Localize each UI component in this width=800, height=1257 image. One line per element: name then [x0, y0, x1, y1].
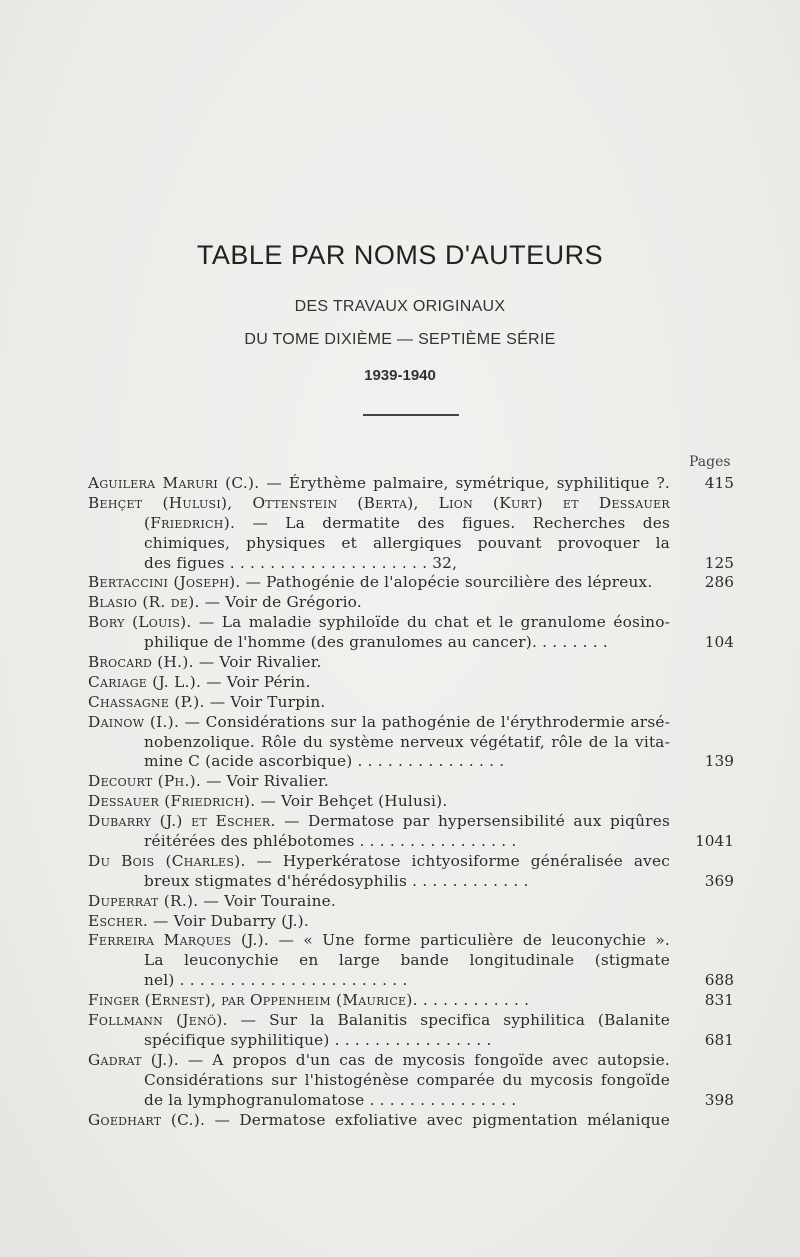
index-line	[88, 733, 734, 753]
index-line	[88, 613, 734, 633]
index-line	[88, 991, 734, 1011]
index-line	[88, 494, 734, 514]
author-name: Dessauer (Friedrich).	[88, 792, 256, 811]
author-name: Du Bois (Charles).	[88, 851, 246, 870]
index-line	[88, 693, 734, 713]
index-line	[88, 852, 734, 872]
title-divider	[363, 414, 459, 416]
author-name: Brocard (H.).	[88, 653, 194, 672]
page-number: 104	[704, 633, 734, 652]
entry-text: — « Une forme particulière de leuconychie ».	[269, 931, 670, 950]
entry-text: — La dermatite des figues. Recherches des	[252, 513, 670, 532]
index-line	[88, 474, 734, 494]
index-line	[88, 673, 734, 693]
author-name: Escher.	[88, 911, 148, 930]
author-name: Follmann (Jenö).	[88, 1011, 228, 1030]
page-number: 369	[704, 871, 734, 890]
entry-text: — La maladie syphiloïde du chat et le granulome éosino-	[191, 613, 671, 632]
page-number: 139	[704, 752, 734, 771]
page-number: 125	[704, 553, 734, 572]
index-line	[88, 832, 734, 852]
author-name: Ferreira Marques (J.).	[88, 931, 270, 950]
entry-text: — Voir Behçet (Hulusi).	[255, 792, 448, 811]
author-name: Goedhart (C.).	[88, 1110, 206, 1129]
index-line	[88, 1111, 734, 1131]
entry-text: chimiques, physiques et allergiques pouvant provoquer la	[144, 533, 670, 552]
entry-text: réitérées des phlébotomes . . . . . . . . . . . . . . . .	[144, 832, 517, 851]
author-index-list	[88, 474, 734, 1130]
author-name: Dainow (I.).	[88, 712, 180, 731]
index-line	[88, 573, 734, 593]
author-name: Behçet (Hulusi), Ottenstein (Berta), Lion (Kurt) et Dessauer	[88, 493, 670, 512]
author-name: Bory (Louis).	[88, 613, 192, 632]
author-name: Blasio (R. de).	[88, 593, 200, 612]
page-number: 688	[704, 971, 734, 990]
entry-text: — Sur la Balanitis specifica syphilitica (Balanite	[227, 1011, 670, 1030]
index-line	[88, 872, 734, 892]
index-line	[88, 812, 734, 832]
entry-text: — Voir Turpin.	[204, 692, 326, 711]
years-label: 1939-1940	[364, 367, 436, 384]
pages-column-header: Pages	[689, 454, 731, 470]
entry-text: de la lymphogranulomatose . . . . . . . . . . . . . . .	[144, 1090, 517, 1109]
index-line	[88, 1071, 734, 1091]
entry-text: — Pathogénie de l'alopécie sourcilière des lépreux.	[240, 573, 653, 592]
entry-text: mine C (acide ascorbique) . . . . . . . . . . . . . . .	[144, 752, 505, 771]
entry-text: — Dermatose exfoliative avec pigmentation mélanique	[205, 1110, 670, 1129]
index-line	[88, 633, 734, 653]
index-line	[88, 772, 734, 792]
entry-text: — Dermatose par hypersensibilité aux piqûres	[275, 812, 670, 831]
entry-text: des figues . . . . . . . . . . . . . . . . . . . . 32,	[144, 553, 458, 572]
entry-text: — Voir Rivalier.	[201, 772, 329, 791]
page-number: 286	[704, 573, 734, 592]
index-line	[88, 971, 734, 991]
index-line	[88, 892, 734, 912]
index-line	[88, 792, 734, 812]
index-line	[88, 1091, 734, 1111]
author-name: Gadrat (J.).	[88, 1050, 179, 1069]
entry-text: La leuconychie en large bande longitudinale (stigmate	[144, 951, 670, 970]
entry-text: Considérations sur l'histogénèse comparée du mycosis fongoïde	[144, 1070, 670, 1089]
index-line	[88, 931, 734, 951]
entry-text: . . . . . . . . . . .	[417, 991, 530, 1010]
author-name: Dubarry (J.) et Escher.	[88, 812, 276, 831]
entry-text: — Hyperkératose ichtyosiforme généralisée avec	[256, 851, 670, 870]
entry-text: — Considérations sur la pathogénie de l'érythrodermie arsé-	[179, 712, 670, 731]
page-number: 831	[704, 991, 734, 1010]
index-line	[88, 1031, 734, 1051]
index-line	[88, 534, 734, 554]
author-name: Cariage (J. L.).	[88, 672, 202, 691]
author-name: Finger (Ernest), par Oppenheim (Maurice).	[88, 991, 418, 1010]
entry-text: — A propos d'un cas de mycosis fongoïde avec autopsie.	[178, 1050, 670, 1069]
author-name: Chassagne (P.).	[88, 692, 205, 711]
index-line	[88, 554, 734, 574]
entry-text: — Voir Dubarry (J.).	[148, 911, 309, 930]
entry-text: — Voir Périn.	[201, 672, 311, 691]
index-line	[88, 752, 734, 772]
entry-text: — Voir Rivalier.	[193, 653, 322, 672]
page-number: 681	[704, 1030, 734, 1049]
author-name: Decourt (Ph.).	[88, 772, 202, 791]
index-line	[88, 1011, 734, 1031]
author-name: (Friedrich).	[144, 513, 236, 532]
page-number: 398	[704, 1090, 734, 1109]
entry-text: — Voir de Grégorio.	[199, 593, 362, 612]
entry-text: philique de l'homme (des granulomes au cancer). . . . . . . .	[144, 633, 608, 652]
entry-text: nobenzolique. Rôle du système nerveux végétatif, rôle de la vita-	[144, 732, 670, 751]
author-name: Duperrat (R.).	[88, 891, 199, 910]
page-number: 415	[704, 474, 734, 492]
author-name: Bertaccini (Joseph).	[88, 573, 241, 592]
entry-text: spécifique syphilitique) . . . . . . . . . . . . . . . .	[144, 1030, 492, 1049]
entry-text: nel) . . . . . . . . . . . . . . . . . . . . . . .	[144, 971, 408, 990]
index-line	[88, 912, 734, 932]
author-name: Aguilera Maruri (C.).	[88, 474, 260, 492]
page-number: 1041	[695, 832, 734, 851]
entry-text: breux stigmates d'hérédosyphilis . . . . . . . . . . . .	[144, 871, 529, 890]
subtitle-works: DES TRAVAUX ORIGINAUX	[294, 298, 506, 315]
subtitle-volume: DU TOME DIXIÈME — SEPTIÈME SÉRIE	[244, 331, 556, 348]
index-line	[88, 951, 734, 971]
index-line	[88, 713, 734, 733]
index-line	[88, 1051, 734, 1071]
entry-text: — Voir Touraine.	[198, 891, 336, 910]
entry-text: — Érythème palmaire, symétrique, syphilitique ?.	[259, 474, 670, 492]
index-line	[88, 653, 734, 673]
index-line	[88, 593, 734, 613]
page-title: TABLE PAR NOMS D'AUTEURS	[196, 240, 604, 270]
index-line	[88, 514, 734, 534]
